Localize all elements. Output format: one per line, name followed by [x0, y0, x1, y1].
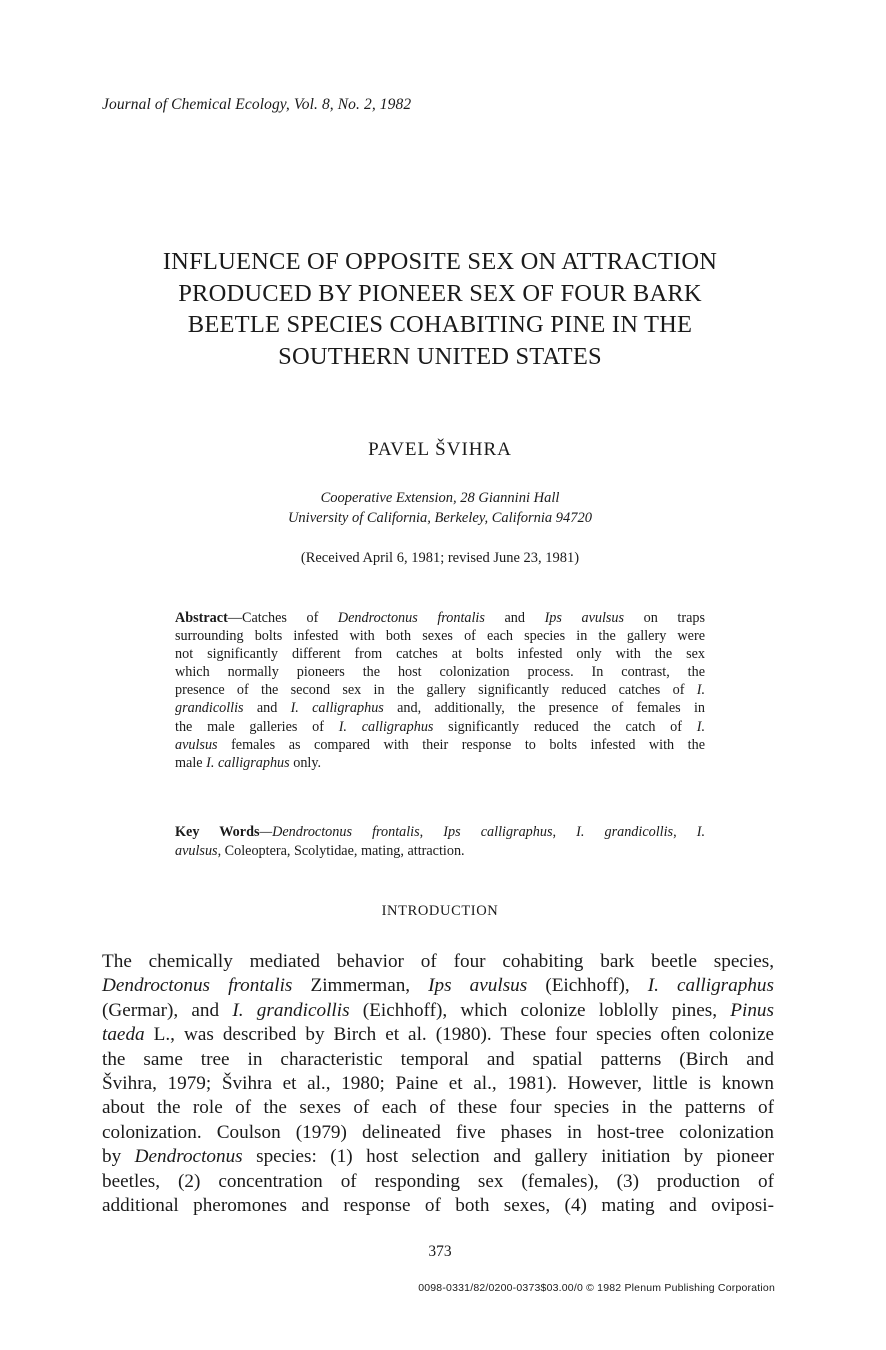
body-line: The chemically mediated behavior of four cohabiting bark beetle species,	[102, 951, 774, 972]
body-line: by Dendroctonus species: (1) host selection and gallery initiation by pioneer	[102, 1146, 774, 1168]
section-heading-introduction: INTRODUCTION	[381, 903, 499, 919]
abstract-line: male I. calligraphus only.	[175, 754, 322, 771]
body-line: the same tree in characteristic temporal and spatial patterns (Birch and	[102, 1048, 774, 1070]
body-line: about the role of the sexes of each of these four species in the patterns of	[102, 1097, 774, 1119]
key-words-line: avulsus, Coleoptera, Scolytidae, mating, attraction.	[175, 842, 465, 859]
affiliation-line: University of California, Berkeley, California 94720	[287, 510, 593, 526]
body-line: Švihra, 1979; Švihra et al., 1980; Paine et al., 1981). However, little is known	[102, 1073, 774, 1095]
key-words	[175, 823, 705, 860]
abstract-line: avulsus females as compared with their response to bolts infested with the	[175, 736, 705, 753]
abstract-line: surrounding bolts infested with both sexes of each species in the gallery were	[175, 628, 705, 645]
abstract-line: not significantly different from catches at bolts infested only with the sex	[175, 646, 705, 663]
body-line: (Germar), and I. grandicollis (Eichhoff), which colonize loblolly pines, Pinus	[102, 999, 774, 1021]
body-line: beetles, (2) concentration of responding sex (females), (3) production of	[102, 1170, 774, 1192]
abstract-line: presence of the second sex in the gallery significantly reduced catches of I.	[175, 682, 705, 699]
received-dates: (Received April 6, 1981; revised June 23, 1981)	[300, 550, 580, 566]
body-line: Dendroctonus frontalis Zimmerman, Ips avulsus (Eichhoff), I. calligraphus	[102, 975, 774, 997]
abstract-line: the male galleries of I. calligraphus significantly reduced the catch of I.	[175, 718, 705, 735]
abstract-line: grandicollis and I. calligraphus and, additionally, the presence of females in	[175, 700, 705, 717]
abstract	[175, 609, 705, 772]
title-line: BEETLE SPECIES COHABITING PINE IN THE	[187, 311, 693, 338]
introduction-body	[102, 950, 774, 1218]
title-line: PRODUCED BY PIONEER SEX OF FOUR BARK	[178, 279, 702, 307]
copyright-line: 0098-0331/82/0200-0373$03.00/0 © 1982 Plenum Publishing Corporation	[418, 1282, 775, 1294]
body-line: colonization. Coulson (1979) delineated five phases in host-tree colonization	[102, 1121, 774, 1143]
body-line: additional pheromones and response of both sexes, (4) mating and oviposi-	[102, 1195, 774, 1217]
article-title	[100, 246, 780, 372]
abstract-line: Abstract—Catches of Dendroctonus frontalis and Ips avulsus on traps	[175, 610, 705, 626]
key-words-label: Key Words	[175, 824, 260, 840]
title-line: INFLUENCE OF OPPOSITE SEX ON ATTRACTION	[162, 248, 718, 275]
author-name: PAVEL ŠVIHRA	[368, 439, 512, 460]
title-line: SOUTHERN UNITED STATES	[278, 342, 602, 370]
affiliation-line: Cooperative Extension, 28 Giannini Hall	[320, 490, 560, 506]
journal-header: Journal of Chemical Ecology, Vol. 8, No. 2, 1982	[102, 96, 412, 113]
abstract-label: Abstract	[175, 610, 228, 626]
page-number: 373	[428, 1243, 452, 1260]
author-affiliation	[100, 488, 780, 528]
abstract-line: which normally pioneers the host colonization process. In contrast, the	[175, 664, 705, 681]
body-line: taeda L., was described by Birch et al. (1980). These four species often colonize	[102, 1024, 774, 1046]
key-words-line: Key Words—Dendroctonus frontalis, Ips calligraphus, I. grandicollis, I.	[175, 824, 706, 840]
